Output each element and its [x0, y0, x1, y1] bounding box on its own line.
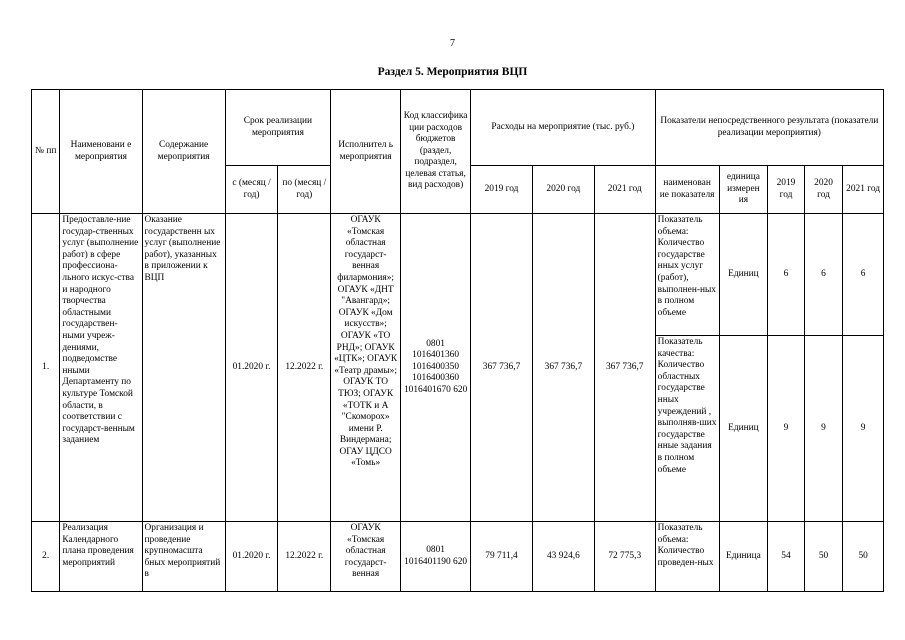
- header-indicator-unit: единица измерен ия: [719, 166, 768, 214]
- row-expense-2019: 79 711,4: [471, 522, 533, 592]
- row-activity-name: Предоставле-ние государ-ственных услуг (выполнение работ) в сфере профессиона-льного искус-ства и народного творчества областными государствен-ными учреж-дениями, подведомстве нными Департаменту по культуре Томской области, в соответствии с государст-венным заданием: [60, 214, 142, 522]
- header-expenses: Расходы на мероприятие (тыс. руб.): [471, 90, 656, 166]
- table-row: [32, 214, 884, 336]
- indicator-value-2020: 50: [804, 522, 843, 592]
- indicator-name: Показатель объема: Количество проведен-ных: [657, 523, 714, 568]
- row-period-from: 01.2020 г.: [225, 214, 278, 522]
- row-activity-content: Оказание государственн ых услуг (выполнение работ), указанных в приложении к ВЦП: [142, 214, 225, 522]
- header-period-from: с (месяц /год): [225, 166, 278, 214]
- row-expense-2020: 367 736,7: [532, 214, 594, 522]
- activities-table: [31, 89, 884, 592]
- row-num: 1.: [32, 214, 60, 522]
- row-activity-name: Реализация Календарного плана проведения мероприятий: [62, 523, 134, 568]
- header-code: Код классифика ции расходов бюджетов (раздел, подраздел, целевая статья, вид расходов): [401, 90, 471, 214]
- header-indicator-name: наименован ие показателя: [655, 166, 719, 214]
- header-indicator-2021: 2021 год: [843, 166, 884, 214]
- indicator-value-2019: 9: [768, 336, 805, 522]
- row-budget-code: 0801 1016401360 1016400350 1016400360 1016401670 620: [401, 214, 471, 522]
- indicator-name: Показатель объема: Количество государстве нных услуг (работ), выполнен-ных в полном объеме: [655, 214, 719, 336]
- page-number: 7: [450, 38, 455, 49]
- row-activity-content: Организация и проведение крупномасшта бных мероприятий в: [144, 523, 221, 580]
- indicator-value-2021: 50: [843, 522, 884, 592]
- header-expense-2019: 2019 год: [471, 166, 533, 214]
- header-executor: Исполнител ь мероприятия: [331, 90, 401, 214]
- indicator-unit: Единиц: [719, 336, 768, 522]
- indicator-unit: Единиц: [719, 214, 768, 336]
- indicator-value-2021: 9: [843, 336, 884, 522]
- header-indicator-2020: 2020 год: [804, 166, 843, 214]
- row-period-from: 01.2020 г.: [225, 522, 278, 592]
- row-expense-2019: 367 736,7: [471, 214, 533, 522]
- row-period-to: 12.2022 г.: [278, 522, 331, 592]
- header-name: Наименовани е мероприятия: [60, 90, 142, 214]
- row-budget-code: 0801 1016401190 620: [401, 522, 471, 592]
- row-executor: ОГАУК «Томская областная государст-венная филармония»; ОГАУК «ДНТ "Авангард»; ОГАУК «Дом искусств»; ОГАУК «ТО РНД»; ОГАУК «ЦТК»; ОГАУК «Театр драмы»; ОГАУК ТО ТЮЗ; ОГАУК «ТОТК и А "Скоморох» имени Р. Виндермана; ОГАУ ЦДСО «Томь»: [331, 214, 401, 522]
- indicator-value-2019: 54: [768, 522, 805, 592]
- header-expense-2020: 2020 год: [532, 166, 594, 214]
- row-period-to: 12.2022 г.: [278, 214, 331, 522]
- indicator-value-2020: 6: [804, 214, 843, 336]
- indicator-value-2021: 6: [843, 214, 884, 336]
- indicator-value-2019: 6: [768, 214, 805, 336]
- row-expense-2021: 72 775,3: [594, 522, 655, 592]
- header-indicators: Показатели непосредственного результата (показатели реализации мероприятия): [655, 90, 883, 166]
- row-num: 2.: [32, 522, 60, 592]
- header-period: Срок реализации мероприятия: [225, 90, 330, 166]
- row-expense-2021: 367 736,7: [594, 214, 655, 522]
- indicator-value-2020: 9: [804, 336, 843, 522]
- indicator-name: Показатель качества: Количество областных государстве нных учреждений , выполняв-ших государстве нные задания в полном объеме: [655, 336, 719, 522]
- header-num: № пп: [32, 90, 60, 214]
- header-indicator-2019: 2019 год: [768, 166, 805, 214]
- header-period-to: по (месяц /год): [278, 166, 331, 214]
- header-content: Содержание мероприятия: [142, 90, 225, 214]
- row-executor: ОГАУК «Томская областная государст-венная: [344, 523, 387, 580]
- header-expense-2021: 2021 год: [594, 166, 655, 214]
- row-expense-2020: 43 924,6: [532, 522, 594, 592]
- table-row: [32, 522, 884, 592]
- section-title: Раздел 5. Мероприятия ВЦП: [377, 66, 528, 78]
- indicator-unit: Единица: [719, 522, 768, 592]
